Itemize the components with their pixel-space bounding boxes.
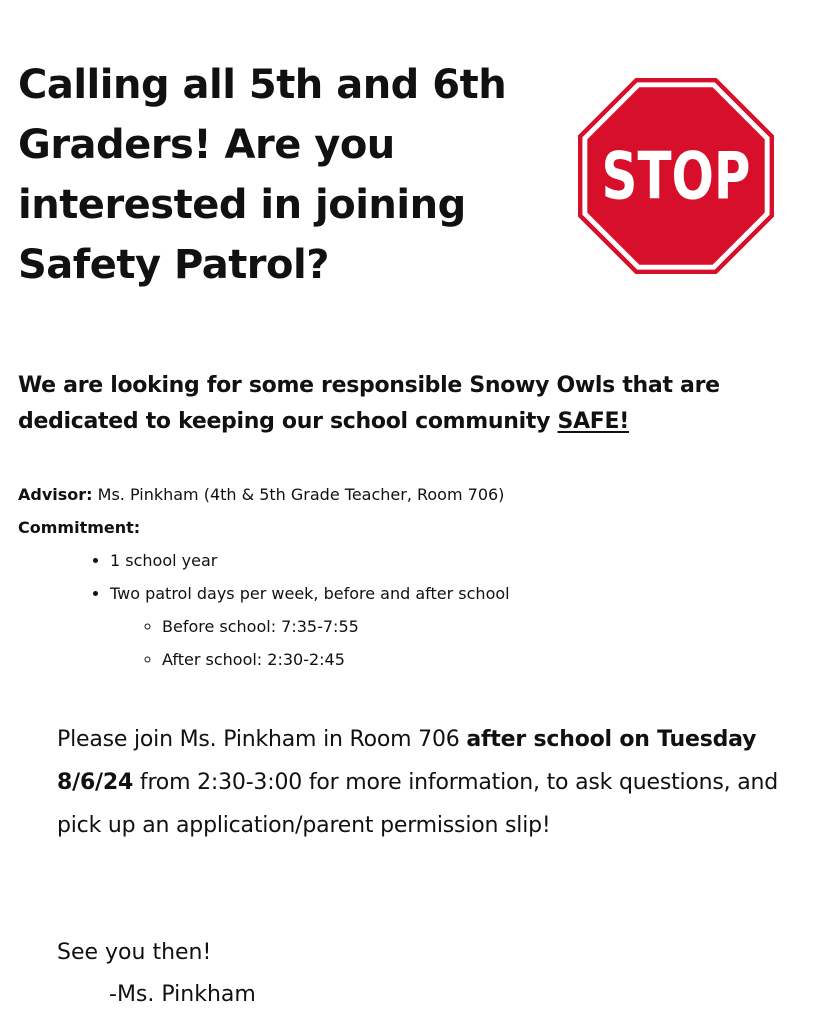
invite-text-end: from 2:30-3:00 for more information, to ask questions, and pick up an application/parent permission slip!	[57, 770, 779, 838]
commitment-label: Commitment:	[18, 518, 141, 537]
advisor-row	[18, 478, 808, 511]
invite-paragraph	[57, 718, 802, 847]
lead-paragraph	[18, 368, 808, 440]
closing-section	[57, 932, 256, 1016]
list-item: • 1 school year	[110, 544, 808, 577]
commitment-list	[18, 544, 808, 676]
lead-text: We are looking for some responsible Snowy Owls that are dedicated to keeping our school community	[18, 373, 720, 434]
closing-line: See you then!	[57, 940, 212, 965]
advisor-value: Ms. Pinkham (4th & 5th Grade Teacher, Room 706)	[92, 485, 505, 504]
headline: Calling all 5th and 6th Graders! Are you interested in joining Safety Patrol?	[18, 62, 507, 288]
invite-text-start: Please join Ms. Pinkham in Room 706	[57, 727, 467, 752]
invite-date-emphasis: after school on Tuesday 8/6/24	[57, 727, 757, 795]
sub-list-item: ◦ Before school: 7:35-7:55	[162, 610, 808, 643]
stop-sign-icon	[578, 78, 774, 274]
sub-list-item: ◦ After school: 2:30-2:45	[162, 643, 808, 676]
list-item-patrol-days	[110, 577, 808, 676]
schedule-sublist	[110, 610, 808, 676]
advisor-label: Advisor:	[18, 485, 93, 504]
list-item-label: Two patrol days per week, before and after school	[110, 584, 510, 603]
signature: -Ms. Pinkham	[109, 982, 256, 1007]
stop-sign-text: STOP	[601, 139, 751, 215]
safe-emphasis: SAFE!	[557, 409, 629, 434]
commitment-row	[18, 511, 808, 544]
details-section	[18, 478, 808, 676]
